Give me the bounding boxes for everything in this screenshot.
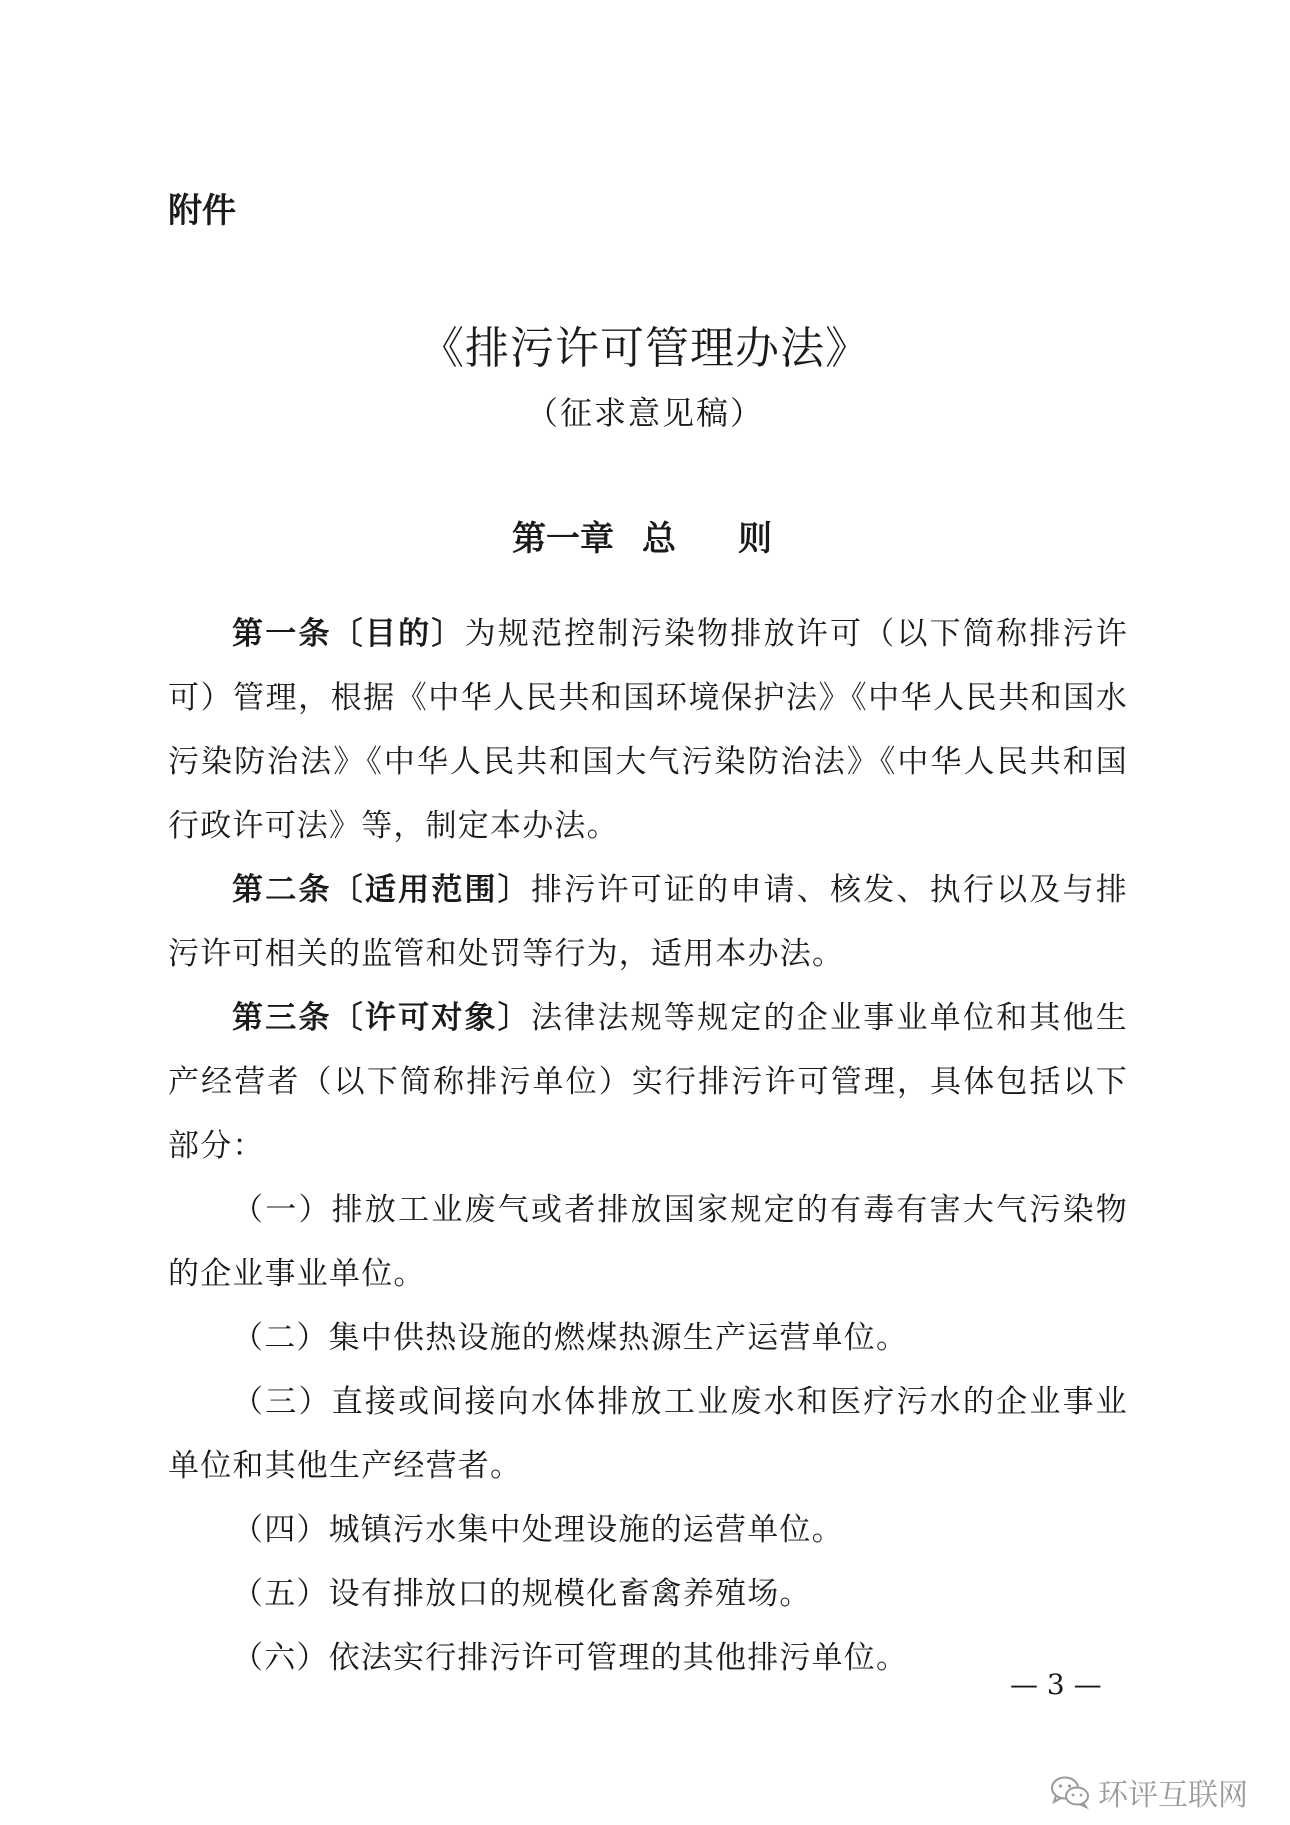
watermark-text: 环评互联网	[1098, 1778, 1248, 1813]
list-item: （五）设有排放口的规模化畜禽养殖场。	[232, 1576, 812, 1612]
chapter-heading	[512, 511, 772, 560]
attachment-label: 附件	[168, 191, 236, 231]
list-item: （六）依法实行排污许可管理的其他排污单位。	[232, 1640, 909, 1676]
article-1	[168, 602, 1128, 858]
article-label: 第二条〔适用范围〕	[232, 872, 531, 908]
document-body	[168, 602, 1128, 1690]
chapter-name-second: 则	[738, 519, 772, 559]
article-text: 法律法规等规定的企业事业单位和其他生产经营者（以下简称排污单位）实行排污许可管理，具体包括以下部分：	[168, 1000, 1128, 1164]
list-item: （一）排放工业废气或者排放国家规定的有毒有害大气污染物的企业事业单位。	[168, 1192, 1128, 1292]
list-item: （四）城镇污水集中处理设施的运营单位。	[232, 1512, 844, 1548]
chapter-number: 第一章	[512, 519, 614, 559]
chapter-name-first: 总	[642, 519, 676, 559]
list-item: （二）集中供热设施的燃煤热源生产运营单位。	[232, 1320, 909, 1356]
article-label: 第一条〔目的〕	[232, 616, 465, 652]
page-number: — 3 —	[1010, 1668, 1102, 1701]
article-3	[168, 986, 1128, 1178]
watermark	[1050, 1770, 1248, 1814]
article-text: 排污许可证的申请、核发、执行以及与排污许可相关的监管和处罚等行为，适用本办法。	[168, 872, 1128, 972]
article-2	[168, 858, 1128, 986]
article-text: 为规范控制污染物排放许可（以下简称排污许可）管理，根据《中华人民共和国环境保护法》《中华人民共和国水污染防治法》《中华人民共和国大气污染防治法》《中华人民共和国行政许可法》等，制定本办法。	[168, 616, 1128, 844]
article-label: 第三条〔许可对象〕	[232, 1000, 531, 1036]
list-item: （三）直接或间接向水体排放工业废水和医疗污水的企业事业单位和其他生产经营者。	[168, 1384, 1128, 1484]
wechat-icon	[1050, 1775, 1090, 1809]
document-subtitle: （征求意见稿）	[525, 394, 764, 432]
document-title: 《排污许可管理办法》	[420, 323, 870, 374]
